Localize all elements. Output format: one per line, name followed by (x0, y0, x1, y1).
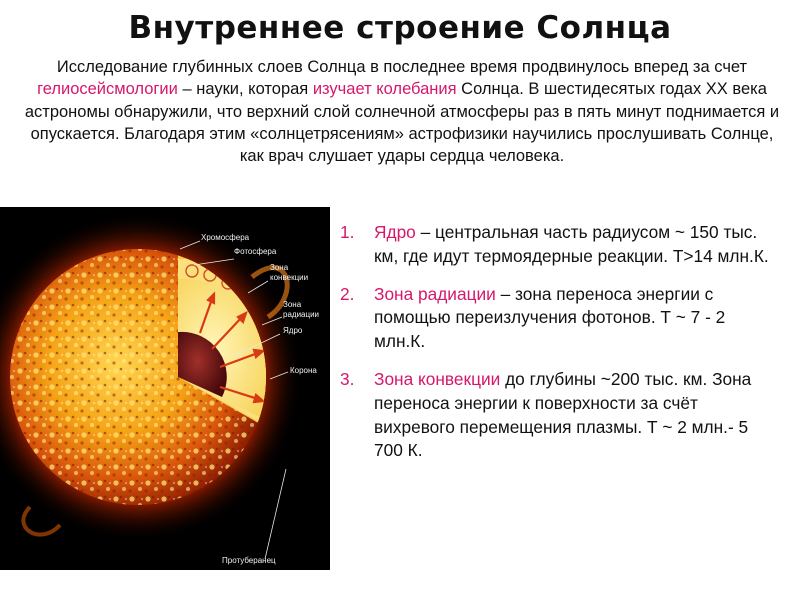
list-number: 3. (340, 368, 355, 389)
list-item-convection-zone (340, 368, 780, 463)
intro-term-oscillations: изучает колебания (312, 80, 457, 99)
label-photosphere: Фотосфера (234, 247, 277, 256)
label-convection-line2: конвекции (270, 273, 309, 282)
page-title: Внутреннее строение Солнца (128, 10, 672, 46)
list-item-core (340, 221, 780, 269)
list-text-core: – центральная часть радиусом ~ 150 тыс. км, где идут термоядерные реакции. Т>14 млн.К. (374, 222, 769, 266)
label-prominence: Протуберанец (222, 556, 276, 565)
intro-paragraph (20, 56, 784, 167)
sun-layers-list (340, 221, 780, 477)
label-corona: Корона (290, 366, 317, 375)
label-core: Ядро (283, 326, 303, 335)
label-chromosphere: Хромосфера (201, 233, 250, 242)
label-convection-line1: Зона (270, 263, 289, 272)
list-item-radiation-zone (340, 283, 780, 354)
list-term-core: Ядро (374, 222, 416, 242)
list-text-convection-zone: до глубины ~200 тыс. км. Зона переноса энергии к поверхности за счёт вихревого перемещения плазмы. Т ~ 2 млн.- 5 700 К. (374, 368, 752, 461)
list-number: 1. (340, 222, 355, 242)
intro-text-2: – науки, которая (177, 80, 313, 99)
list-term-radiation-zone: Зона радиации (374, 283, 496, 304)
intro-term-helioseismology: гелиосейсмологии (37, 80, 178, 99)
label-radiation-line1: Зона (283, 300, 302, 309)
list-text-radiation-zone: – зона переноса энергии с помощью переизлучения фотонов. Т ~ 7 - 2 млн.К. (374, 283, 726, 352)
list-number: 2. (340, 283, 355, 304)
label-radiation-line2: радиации (283, 310, 320, 319)
intro-text-3: Солнца. В шестидесятых годах XX века астрономы обнаружили, что верхний слой солнечной атмосферы раз в пять минут поднимается и опускается. Благодаря этим «солнцетрясениям» астрофизики научились прослушивать Солнце, как врач слушает удары сердца человека. (24, 80, 780, 166)
intro-text-1: Исследование глубинных слоев Солнца в последнее время продвинулось вперед за счет (56, 58, 748, 76)
sun-structure-diagram (0, 207, 330, 570)
list-term-convection-zone: Зона конвекции (374, 368, 501, 389)
